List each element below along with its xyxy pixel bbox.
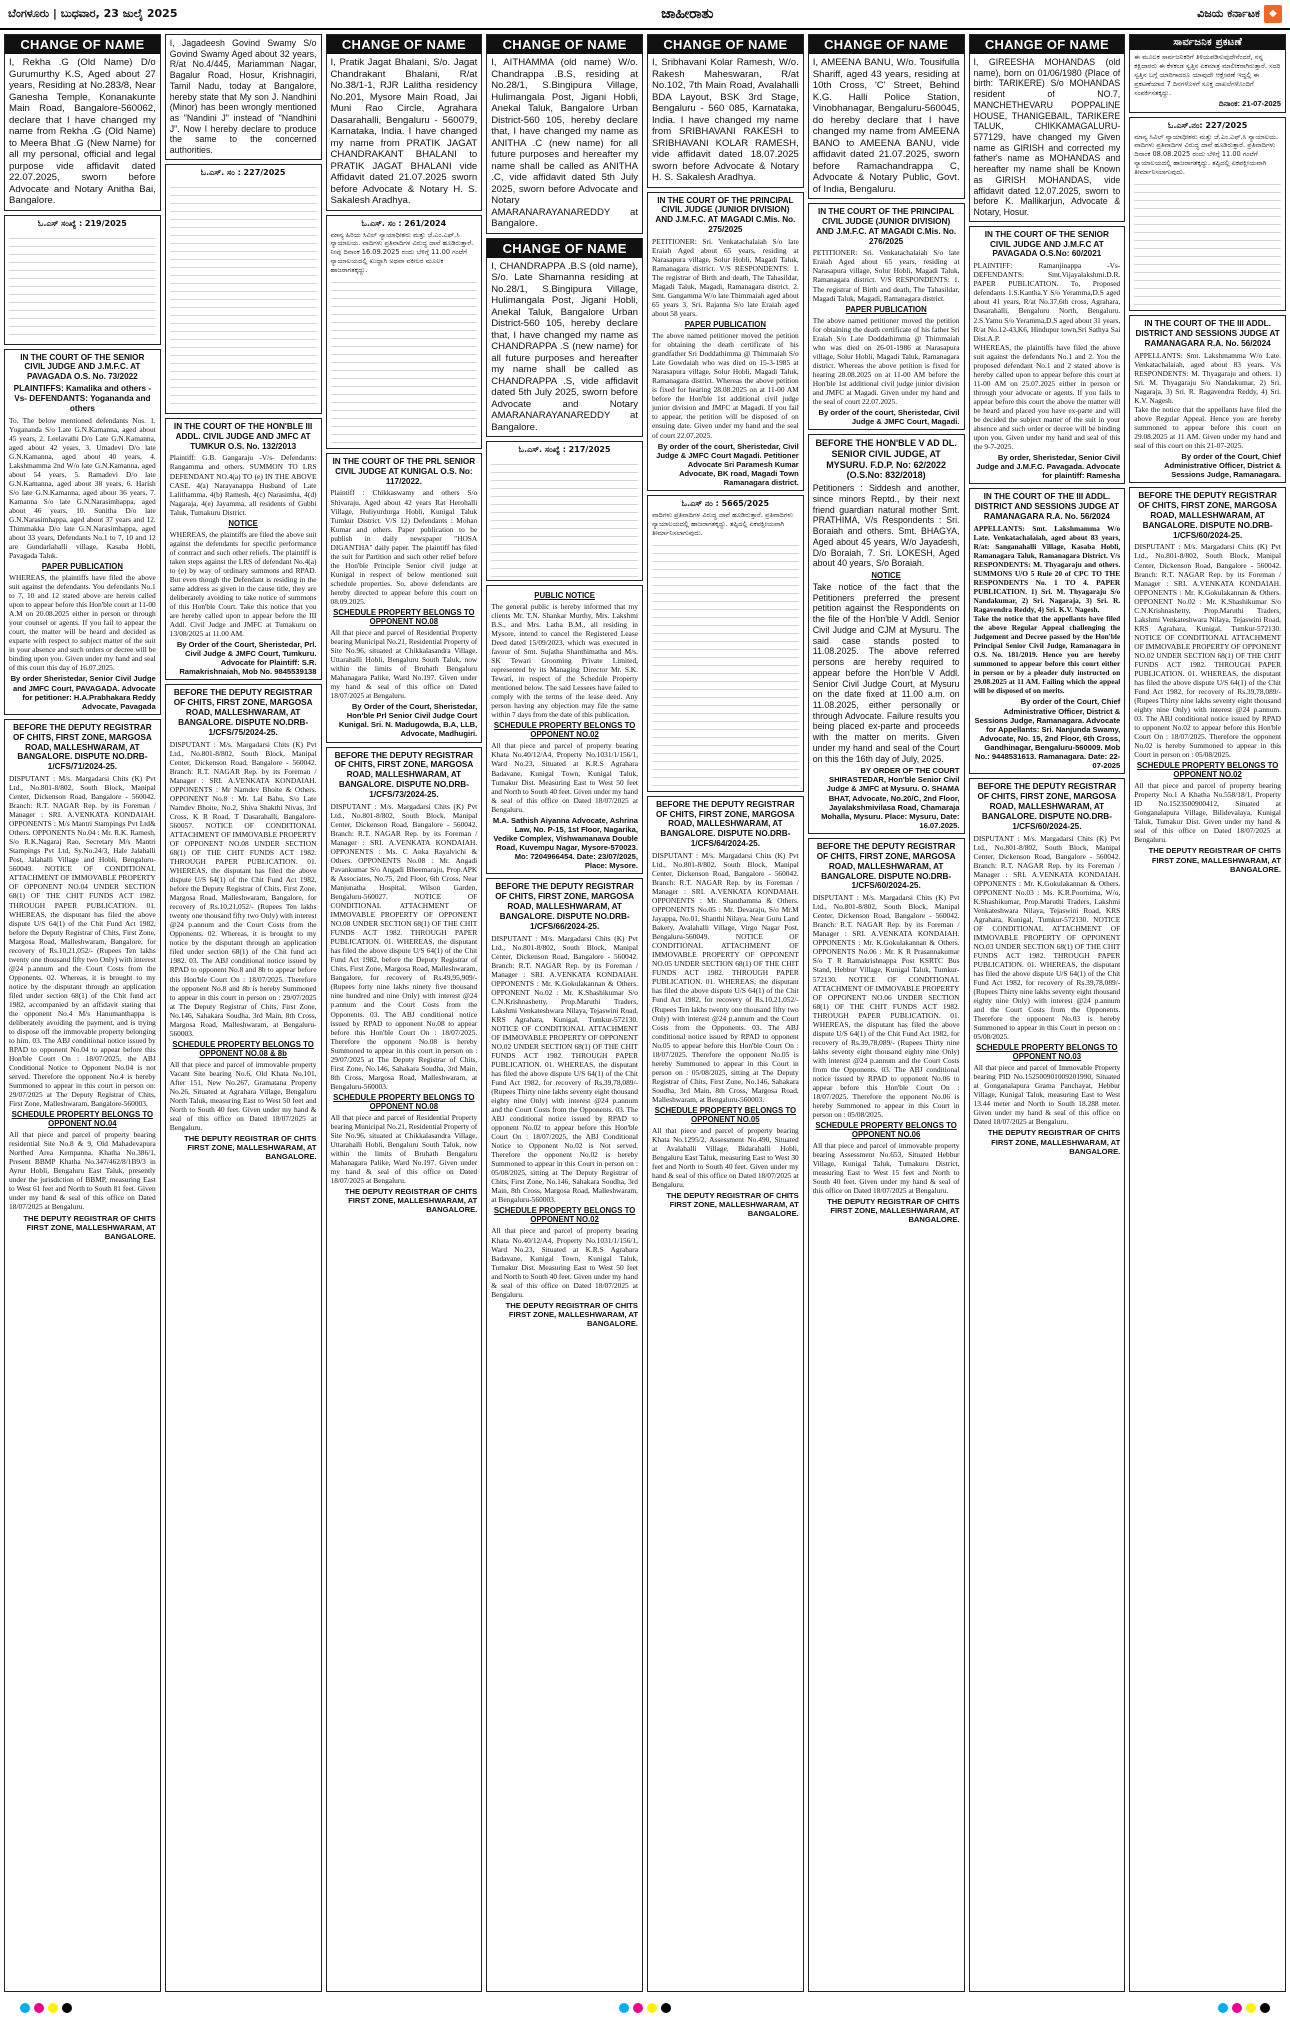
court-text: PETITIONER: Sri. Venkatachalaiah S/o late Eraiah Aged about 65 years, residing at Narasapura village, Solur Hobli, Magadi Taluk, Ramanagara district. V/S RESPONDENTS: 1. The registrar of Birth and death, The Tahasildar, Magadi Taluk, Magadi, Ramanagara district. 2. Smt. Gangamma W/o late Thimmaiah aged about 65 years 3. Sri. Rajanna S/o late Eraiah aged about 58 years. bbox=[652, 236, 799, 319]
kannada-court-notice bbox=[486, 441, 643, 581]
column-6 bbox=[808, 34, 965, 1992]
court-text: PETITIONER: Sri. Venkatachalaiah S/o late Eraiah Aged about 65 years, residing at Narasapura village, Solur Hobli, Magadi Taluk, Ramanagara district. V/S RESPONDENTS: 1. The registrar of Birth and death, The Tahasildar, Magadi Taluk, Magadi, Ramanagara district. bbox=[812, 248, 960, 303]
court-title: IN THE COURT OF THE III ADDL. DISTRICT AND SESSIONS JUDGE AT RAMANAGARA R.A. No. 56/2024 bbox=[1135, 319, 1280, 348]
court-notice bbox=[1129, 315, 1286, 483]
ad-text: I, AITHAMMA (old name) W/o. Chandrappa .B.S, residing at No.28/1, S.Bingipura Village, Hulimangala Post, Jigani Hobli, Anekal Taluk, Bangalore Urban District-560 105, hereby declare that, I have changed my name as ANITHA .C (new name) for all future purposes and hereafter my name shall be called as ANITHA .C, vide affidavit dated 5th July 2025, sworn before Advocate and Notary AMARANARAYANAREDDY at Bangalore. bbox=[491, 57, 638, 229]
black-dot-icon bbox=[62, 2003, 72, 2013]
kannada-text-block bbox=[491, 457, 638, 577]
court-signature: By order of the Court, Chief Administrative Officer, District & Sessions Judge, Ramanagara. Advocate for Appellants: Sri. Nanjunda Swamy, Advocate, No. 15, 2nd Floor, 6th Cross, Gandhinagar, Bengaluru-560009. Mob No.: 9448531613. Ramanagara. Date: 22-07-2025 bbox=[974, 697, 1121, 771]
schedule-text: All that piece and parcel of immovable property bearing Assessment No.653, Situated Hebbur Village, Kunigal Taluk, Tumakuru District, measuring East to West 15 feet and North to South 40 feet. Given under my hand & seal of this office on Dated 18/07/2025 at Bengaluru. bbox=[812, 1141, 960, 1196]
column-5 bbox=[647, 34, 804, 1992]
black-dot-icon bbox=[661, 2003, 671, 2013]
court-notice-text: The above named petitioner moved the petition for obtaining the death certificate of his father Sri Eraiah S/o Late Doddathimma @ Thimmaiah who was died on 26-01-1986 at Narasapura village, Solur Hobli, Magadi Taluk, Ramanagara district. Whereas the above petition is fixed for hearing 28.08.2025 on at 11-00 AM before the Hon'ble 1st additional civil judge junior division and JMFC at Magadi. Given under my hand and the seal of court 22.07.2025. bbox=[812, 315, 960, 406]
court-notice-text: WHEREAS, the plaintiffs have filed the above suit against the defendants No.1 and 2. You the proposed defendant No.1 and 2 stated above is hereby called upon to appear before this court at 11-00 AM on 25.07.2025 either in person or through your advocate or agents. If you fails to appear before this court the above the matter will be heard and placed you have ex-parte and will be decided the subject matter of the suit in your absence and such order or decree will be binding upon you. Given under my hand and seal of this the 9-7-2025. bbox=[973, 342, 1121, 451]
kannada-notice-title: ಓ.ಎಸ್. ಸಂ : 261/2024 bbox=[361, 218, 447, 228]
magenta-dot-icon bbox=[1232, 2003, 1242, 2013]
kannada-notice-title: ಓ.ಎಸ್. ಸಂ : 227/2025 bbox=[200, 167, 286, 177]
schedule-title: SCHEDULE PROPERTY BELONGS TO OPPONENT NO.06 bbox=[815, 1121, 957, 1140]
court-text: Plaintiff: G.B. Gangaraju -V/s- Defendants: Rangamma and others. SUMMON TO LRS DEFENDANT NO.4(a) TO (e) IN THE ABOVE CASE. 4(a) Narayanappa Husband of Late Lalithamma, 4(b) Ramesh, 4(c) Narasimha, 4(d) Nagaraja, 4(e) Jayamma, all residents of Gubbi Taluk, Tumakuru District. bbox=[169, 453, 317, 517]
ad-heading: CHANGE OF NAME bbox=[327, 35, 482, 54]
column-3 bbox=[326, 34, 483, 1992]
public-notice-signature: M.A. Sathish Aiyanna Advocate, Ashrina Law, No. P-15, 1st Floor, Nagarika, Vedike Complex, Vishwamanava Double Road, Kuvempu Nagar, Mysore-570023. Mo: 7204966454. Date: 23/07/2025, Place: Mysore. bbox=[492, 815, 638, 871]
column-7 bbox=[969, 34, 1126, 1992]
chit-text: DISPUTANT : M/s. Margadarsi Chits (K) Pvt Ltd., No.801-8/802, South Block, Manipal Center, Dickenson Road, Bangalore - 560042. Branch: R.T. NAGAR Rep. by its Foreman / Manager : SRI. A.VENKATA KONDAIAH. OPPONENTS : M/s Mantri Stampings Pvt Ltd& Others. OPPONENTS No.04 : Mr. R.K. Ramesh, S/o R.K.Nagaraj Rao, Secretary M/s Mantri Stampings Pvt Ltd, Sy.No.24/3, Hale Jalahalli Post, Jalahalli Village and Hobli, Bengaluru-560049. NOTICE OF CONDITIONAL ATTACHMENT OF IMMOVABLE PROPERTY OF OPPONENT NO.04 UNDER SECTION 68(1) OF THE CHIT FUNDS ACT 1982. THROUGH PAPER PUBLICATION. 01. WHEREAS, the disputant has filed the above dispute U/S 64(1) of the Chit Fund Act 1982, before the Deputy Registrar of Chits, First Zone, Margosa Road, Malleshwaram, Bangalore, for recovery of Rs.10,21,052/- (Rupees Ten lakhs twenty one thousand fifty two Only) with interest @24 p.annum and the Court Costs from the Opponents. 02. Whereas, it is brought to my notice by the disputant through an application filed under section 68(1) of the Chit fund act 1982, accompanied by an affidavit stating that the opponent No.4 M/s Hanumanthappa is deliberately avoiding the payment, and is trying to dispose off the immovable property belonging to him. 03. The ABJ conditional notice issued by RPAD to opponent No.04 to appear before this Hon'ble Court On : 18/07/2025, the ABJ Conditional Notice to Opponent No.04 is not served. Therefore the opponent No.4 is hereby Summoned to appear in this court in person on: 29/07/2025 at The Deputy Registrar of Chits, First Zone, Malleshwaram, Bangalore-560003. bbox=[9, 774, 156, 1109]
schedule-title: SCHEDULE PROPERTY BELONGS TO OPPONENT NO.02 bbox=[493, 721, 636, 740]
kannada-notice-title: ಓ.ಎಸ್. ಸಂಖ್ಯೆ : 217/2025 bbox=[518, 445, 611, 454]
schedule-text: All that piece and parcel of property bearing Khata No.40/12/A4, Property No.1031/1/156/1, Ward No.23, Situated at K.R.S Agrahara Badavane, Kunigal Town, Kunigal Taluk, Tumakur Dist. Measuring East to West 50 feet and North to South 40 feet. Given under my hand & seal of this office on Dated 18/07/2025 at Bengaluru. bbox=[491, 741, 638, 814]
kannada-notice-text: ಮಾನ್ಯ ಹಿರಿಯ ಸಿವಿಲ್ ನ್ಯಾಯಾಧೀಶರು ಮತ್ತು ಜೆ.ಎಂ.ಎಫ್.ಸಿ ನ್ಯಾಯಾಲಯ. ವಾದಿಗಳು ಪ್ರತಿವಾದಿಗಳ ವಿರುದ್ಧ ದಾವೆ ಹೂಡಿರುತ್ತಾರೆ. ನೀವು ದಿನಾಂಕ 16.09.2025 ರಂದು ಬೆಳಿಗ್ಗೆ 11.00 ಗಂಟೆಗೆ ನ್ಯಾಯಾಲಯದಲ್ಲಿ ಖುದ್ದಾಗಿ ಅಥವಾ ವಕೀಲರ ಮೂಲಕ ಹಾಜರಾಗತಕ್ಕದ್ದು. bbox=[330, 230, 474, 275]
kannada-court-notice bbox=[4, 215, 161, 345]
paper-publication-label: PAPER PUBLICATION bbox=[684, 320, 766, 330]
schedule-title: SCHEDULE PROPERTY BELONGS TO OPPONENT NO.08 bbox=[333, 607, 475, 626]
chit-text: DISPUTANT : M/s. Margadarsi Chits (K) Pvt Ltd., No.801-8/802, South Block, Manipal Center, Dickenson Road, Bangalore - 560042. Branch: R.T. NAGAR Rep. by its Foreman / Manager : SRI. A.VENKATA KONDAIAH. OPPONENTS : Mr Namdev Bhoite & Others. OPPONENT No.8 : Mr. Lal Bahu, S/o Late Namdev Bhoite, No.2, Shiva Shakthi Nivas, 3rd Cross, K R Road, T Dasarahalli, Bangalore-560057. NOTICE OF CONDITIONAL ATTACHMENT OF IMMOVABLE PROPERTY OF OPPONENT NO.08 UNDER SECTION 68(1) OF THE CHIT FUNDS ACT 1982. THROUGH PAPER PUBLICATION. 01. WHEREAS, the disputant has filed the above dispute U/S 64(1) of the Chit Fund Act 1982, before the Deputy Registrar of Chits, First Zone, Margosa Road, Malleshwaram, Bangalore, for recovery of Rs.10,21,052/- (Rupees Ten lakhs twenty one thousand fifty two Only) with interest @24 p.annum and the Court Costs from the Opponents. 02. Whereas, it is brought to my notice by the disputant through an application filed under section 68(1) of the Chit fund act 1982. 03. The ABJ conditional notice issued by RPAD to opponent No.8 and 8b to appear before this Hon'ble Court On : 18/07/2025. Therefore the opponent No.8 and 8b is hereby Summoned to appear in this court in person on : 29/07/2025 at The Deputy Registrar of Chits, First Zone, No.146, Sahakara Soudha, 3rd Main, 8th Cross, Margosa Road, Malleshwaram, at Bengaluru-560003. bbox=[169, 739, 317, 1038]
change-of-name-ad bbox=[486, 238, 643, 438]
print-registration-footer bbox=[0, 1996, 1290, 2020]
change-of-name-ad bbox=[326, 34, 483, 211]
chit-signature: THE DEPUTY REGISTRAR OF CHITS FIRST ZONE, MALLESHWARAM, AT BANGALORE. bbox=[184, 1133, 317, 1162]
court-text: PLAINTIFF: Ramanjinappa -Vs- DEFENDANTS: Smt.Vijayalakshmi.D.R. PAPER PUBLICATION. To, Proposed defendants 1.S.Kantha.Y S/o Yeramma,D.S aged about 41 years, R/at No.37,6th cross, Agrahara, Dasarahalli, Bengaluru North, Bengaluru. 2.S.Yamu S/o Yeramma,D.S aged about 31 years, R/at No.12-43,K6, Hindupur town,Sri Sathya Sai Dist.A.P. bbox=[973, 261, 1121, 343]
kannada-notice-date: ದಿನಾಂಕ: 21-07-2025 bbox=[1218, 99, 1281, 109]
chit-signature: THE DEPUTY REGISTRAR OF CHITS FIRST ZONE, MALLESHWARAM, AT BANGALORE. bbox=[23, 1213, 156, 1241]
schedule-title: SCHEDULE PROPERTY BELONGS TO OPPONENT NO.08 bbox=[333, 1092, 475, 1111]
chit-signature: THE DEPUTY REGISTRAR OF CHITS FIRST ZONE, MALLESHWARAM, AT BANGALORE. bbox=[666, 1191, 799, 1219]
court-text: To. The below mentioned defendants Nos. 1. Yogananda S/o Late G.N.Kamanna, aged about 45 years, 2. Leelavathi D/o Late G.N.Kamanna, aged about 42 years, 3. Umadevi D/o late G.N.Kamanna, aged about 40 years, 4. Lakshmamma 2nd W/o late G.N.Kamanna, aged about 54 years, 5. Ramadevi D/o late G.N.Kamanna, aged about 38 years, 6. Harish S/o late G.N.Kamanna, aged about 36 years, 7. Kamanna S/o late G.N.Narasimhappa, aged about 46 years, 10. Sunitha D/o late G.N.Narasimhappa, aged about 37 years and 12. Thimmakka D/o late G.N.Narasimhappa, aged about 33 years, Defendants No.1 to 7, 10 and 12 are Gundarlahalli village, Kasaba Hobli, Pavagada Taluk. bbox=[9, 415, 156, 561]
schedule-text: All that piece and parcel of property bearing residential Site No.8 & 9, Old Mahadevapura Northed Area Kempanna, Khatha No.386/1, Present BBMP Khatha No.347/462/8/1B9/3 in Ayrur Hobli, Bengaluru East Taluk, presently under the jurisdiction of BBMP, measuring East to West 61 feet and North to South 81 feet. Given under my hand & seal of this office on Dated 18/07/2025 at Bengaluru. bbox=[9, 1130, 156, 1212]
chit-dispute-notice bbox=[1129, 487, 1286, 1992]
fdp-court-notice bbox=[808, 434, 965, 834]
kannada-notice-title: ಓ.ಎಸ್ ನಂ : 5665/2025 bbox=[681, 499, 770, 509]
ad-text: I, CHANDRAPPA .B.S (old name), S/o. Late Shamanna residing at No.28/1, S.Bingipura Village, Hulimangala Post, Jigani Hobli, Anekal Taluk, Bangalore Urban District-560 105, hereby declare that, I have changed my name as CHANDRAPPA .S (new name) for all future purposes and hereafter my name shall be called as CHANDRAPPA .S, vide affidavit dated 5th July 2025, sworn before Advocate and Notary AMARANARAYANAREDDY at Bangalore. bbox=[491, 260, 638, 433]
court-title: BEFORE THE HON'BLE V AD DL. SENIOR CIVIL JUDGE, AT MYSURU. F.D.P. No: 62/2022 (O.S.No: 832/2018) bbox=[815, 438, 957, 481]
court-title: IN THE COURT OF THE PRL SENIOR CIVIL JUDGE AT KUNIGAL O.S. No: 117/2022. bbox=[332, 456, 476, 486]
court-signature: By order of the court, Sheristedar, Civil Judge & JMFC Court, Magadi. bbox=[818, 407, 960, 426]
masthead-section: ಜಾಹೀರಾತು bbox=[661, 6, 714, 22]
schedule-title: SCHEDULE PROPERTY BELONGS TO OPPONENT NO.08 & 8b bbox=[172, 1039, 314, 1058]
cyan-dot-icon bbox=[619, 2003, 629, 2013]
court-signature: By Order of the Court, Sheristedar, Hon'ble Prl Senior Civil Judge Court Kunigal. Sri. N. Madugowda, B.A, LLB, Advocate, Madhugiri. bbox=[338, 702, 478, 739]
kannada-court-notice bbox=[1129, 117, 1286, 311]
schedule-title: SCHEDULE PROPERTY BELONGS TO OPPONENT NO.05 bbox=[654, 1105, 797, 1124]
paper-publication-label: PAPER PUBLICATION bbox=[845, 304, 927, 314]
court-signature: By order Sheristedar, Senior Civil Judge and JMFC Court, PAVAGADA. Advocate for petitioner: H.A.Prabhakara Reddy Advocate, Pavagada bbox=[10, 674, 156, 711]
schedule-text: All that piece and parcel of Residential Property bearing Municipal No.21, Residential Property of Site No.96, situated at Chikkalasandra Village, Uttarahalli Hobli, Bengaluru South Taluk, now within the limits of Bruhath Bengaluru Mahanagara Palike, Ward No.197. Given under my hand & seal of this office on Dated 18/07/2025 at Bengaluru. bbox=[330, 627, 478, 701]
schedule-title: SCHEDULE PROPERTY BELONGS TO OPPONENT NO.03 bbox=[976, 1043, 1118, 1062]
kannada-public-notice bbox=[1129, 34, 1286, 113]
court-notice bbox=[647, 192, 804, 492]
schedule-title: SCHEDULE PROPERTY BELONGS TO OPPONENT NO.02 bbox=[493, 1206, 636, 1225]
chit-title: BEFORE THE DEPUTY REGISTRAR OF CHITS, FIRST ZONE, MARGOSA ROAD, MALLESHWARAM, AT BANGALORE. DISPUTE NO.DRB-1/CFS/60/2024-25. bbox=[1138, 491, 1277, 540]
cyan-dot-icon bbox=[20, 2003, 30, 2013]
magenta-dot-icon bbox=[633, 2003, 643, 2013]
chit-dispute-notice bbox=[326, 747, 483, 1992]
masthead-date: ಬೆಂಗಳೂರು | ಬುಧವಾರ, 23 ಜುಲೈ 2025 bbox=[8, 7, 178, 20]
schedule-text: All that piece and parcel of Immovable Property bearing PID No.152500901009201990, Situated at Gonganalapura Grama Panchayat, Hebbur Village, Kunigal Taluk, measuring East to West 13.44 meter and North to South 18.288 meter. Given under my hand & seal of this office on Dated 18/07/2025 at Bengaluru. bbox=[973, 1063, 1121, 1127]
court-notice-text: The above named petitioner moved the petition for obtaining the death certificate of his grandfather Sri Doddathimma @ Thimmaiah S/o Late Gowdaiah who was died on 15-3-1985 at Narasapura village, Solur Hobli, Magadi Taluk, Ramanagara district. Whereas the above petition is fixed for hearing 28.08.2025 on at 11-00 AM before the Hon'ble 1st additional civil judge junior division and JMFC at Magadi. If you fail to appear, the petition will be disposed of on ensuing date. Given under my hand and the seal of court 22.07.2025. bbox=[652, 331, 799, 440]
court-parties: PLAINTIFFS: Kamalika and others -Vs- DEFENDANTS: Yogananda and others bbox=[13, 384, 152, 413]
court-signature: By order, Sheristedar, Senior Civil Judge and J.M.F.C. Pavagada. Advocate for plaintiff: Ramesha bbox=[976, 452, 1121, 481]
name-correction-ad bbox=[165, 34, 322, 160]
chit-text: DISPUTANT : M/s. Margadarsi Chits (K) Pvt Ltd., No.801-8/802, South Block, Manipal Center, Dickenson Road, Bangalore - 560042. Branch: R.T. NAGAR Rep. by its Foreman / Manager : SRI. A.VENKATA KONDAIAH. OPPONENTS : Mr. K.Gokulakannan & Others. OPPONENTS No.06 : Mr. K R Prasannakumar S/o T R Ramakrishnappa Post KSRTC Bus Stand, Hebbur Village, Kunigal Taluk, Tumkur-572130. NOTICE OF CONDITIONAL ATTACHMENT OF IMMOVABLE PROPERTY OF OPPONENT NO.06 UNDER SECTION 68(1) OF THE CHIT FUNDS ACT 1982. THROUGH PAPER PUBLICATION. 01. WHEREAS, the disputant has filed the above dispute U/S 64(1) of the Chit Fund Act 1982, for recovery of Rs.39,78,089/- (Rupees Thirty nine lakhs seventy eight thousand eighty nine Only) with interest @24 p.annum and the Court Costs from the Opponents. 03. The ABJ conditional notice issued by RPAD to opponent No.06 to appear before this Hon'ble Court On : 18/07/2025. Therefore the opponent No.06 is hereby Summoned to appear in this Court in person on : 05/08/2025. bbox=[812, 893, 960, 1119]
schedule-title: SCHEDULE PROPERTY BELONGS TO OPPONENT NO.02 bbox=[1136, 761, 1279, 780]
change-of-name-ad bbox=[4, 34, 161, 211]
ad-heading: ಸಾರ್ವಜನಿಕ ಪ್ರಕಟಣೆ bbox=[1130, 35, 1285, 50]
schedule-text: All that piece and parcel of Residential Property bearing Municipal No.21, Residential Property of Site No.96, situated at Chikkalasandra Village, Uttarahalli Hobli, Bengaluru South Taluk, now within the limits of Bruhath Bengaluru Mahanagara Palike, Ward No.197. Given under my hand & seal of this office on Dated 18/07/2025 at Bengaluru. bbox=[330, 1112, 478, 1186]
change-of-name-ad bbox=[486, 34, 643, 234]
court-title: IN THE COURT OF THE PRINCIPAL CIVIL JUDGE (JUNIOR DIVISION) AND J.M.F.C. AT MAGADI C.Mis. No. 275/2025 bbox=[655, 195, 796, 235]
magenta-dot-icon bbox=[34, 2003, 44, 2013]
ad-text: I, Rekha .G (Old Name) D/o Gurumurthy K.S, Aged about 27 years, Residing at No.283/8, Near Ganesha Temple, Konanakunte Main Road, Bangalore-560062, declare that I have changed my name from Rekha .G (Old Name) to Meera Bhat .G (New Name) for all my personal, official and legal purpose vide affidavit dated 22.07.2025, sworn before Advocate and Notary Anitha Bai, Bangalore. bbox=[9, 57, 156, 206]
court-signature: By Order of the Court, Sheristedar, Prl. Civil Judge & JMFC Court, Tumkuru. Advocate for Plaintiff: S.R. Ramakrishnaiah, Mob No. 9845539138 bbox=[176, 640, 317, 677]
ad-text: I, Sribhavani Kolar Ramesh, W/o. Rakesh Maheswaran, R/at No.102, 7th Main Road, Avalahalli BDA Layout, BSK 3rd Stage, Bengaluru - 560 085, Karnataka, India. I have changed my name from SRIBHAVANI RAKESH to SRIBHAVANI KOLAR RAMESH, vide affidavit dated 18.07.2025 sworn before Advocate & Notary H. S. Sakalesh Aradhya. bbox=[652, 57, 799, 183]
chit-title: BEFORE THE DEPUTY REGISTRAR OF CHITS, FIRST ZONE, MARGOSA ROAD, MALLESHWARAM, AT BANGALORE. DISPUTE NO.DRB-1/CFS/73/2024-25. bbox=[334, 750, 474, 799]
chit-text: DISPUTANT : M/s. Margadarsi Chits (K) Pvt Ltd., No.801-8/802, South Block, Manipal Center, Dickenson Road, Bangalore - 560042. Branch: R.T. NAGAR Rep. by its Foreman / Manager : SRI. A.VENKATA KONDAIAH. OPPONENTS : Mr. K.Gokulakannan & Others. OPPONENT No.03 : Ms. K.R.Poornima, W/o, K.Shashikumar, Prop.Maruthi Traders, Lakshmi Venkateshwara Nilaya, Tejaswini Road, KRS Agrahara, Kunigal, Tumkur-572130. NOTICE OF CONDITIONAL ATTACHMENT OF IMMOVABLE PROPERTY OF OPPONENT NO.03 UNDER SECTION 68(1) OF THE CHIT FUNDS ACT 1982. THROUGH PAPER PUBLICATION. 01. WHEREAS, the disputant has filed the above dispute U/S 64(1) of the Chit Fund Act 1982, for recovery of Rs.39,78,089/- (Rupees Thirty nine lakhs seventy eight thousand eighty nine Only) with interest @24 p.annum and the Court Costs from the Opponents. Therefore the opponent No.03 is hereby Summoned to appear in this Court in person on : 05/08/2025. bbox=[973, 833, 1121, 1042]
court-notice-text: Take notice of the fact that the Petitioners preferred the present petition against the Respondents on the file of the Hon'ble V Addl. Senior Civil Judge and CJM at Mysuru. The said case stands posted to 11.08.2025. The above referred persons are hereby required to appear before the Hon'ble V Addl. Senior Civil Judge Court, at Mysuru on the date fixed at 11.00 a.m. on 11.08.2025, either personally or through Advocate. Failure results you being placed ex-parte and proceeds with the matter on merits. Given under my hand and seal of the Court on this the 16th day of July, 2025. bbox=[812, 582, 960, 764]
court-notice bbox=[165, 418, 322, 681]
kannada-text-block bbox=[1134, 177, 1281, 307]
court-notice bbox=[808, 203, 965, 430]
schedule-text: All that piece and parcel of property bearing Property No.1 A Khatha No.558/18/1, Property ID No.1523500900412, Situated at Gonganalapura Village, Bilidevalaya, Kunigal Taluk, Tumakur Dist. Given under my hand & seal of this office on Dated 18/07/2025 at Bengaluru. bbox=[1134, 781, 1281, 845]
chit-title: BEFORE THE DEPUTY REGISTRAR OF CHITS, FIRST ZONE, MARGOSA ROAD, MALLESHWARAM, AT BANGALORE. DISPUTE NO.DRB-1/CFS/66/2024-25. bbox=[495, 882, 634, 931]
notice-label: NOTICE bbox=[871, 571, 901, 581]
appeal-court-notice bbox=[969, 488, 1126, 774]
masthead-paper-name: ವಿಜಯ ಕರ್ನಾಟಕ bbox=[1197, 7, 1260, 20]
change-of-name-ad bbox=[808, 34, 965, 199]
court-notice-text: Take the notice that the appellants have filed the above Regular Appeal. Hence you are hereby summoned to appear before this court on 29.08.2025 at 11 AM. Given under my hand and seal of this court on this 21-07-2025. bbox=[1134, 404, 1281, 450]
chit-dispute-notice bbox=[808, 838, 965, 1992]
cmyk-marks-right bbox=[1218, 2003, 1270, 2013]
kannada-notice-text: ಈ ಮೂಲಕ ಸಾರ್ವಜನಿಕರಿಗೆ ತಿಳಿಯಪಡಿಸುವುದೇನೆಂದರೆ, ನನ್ನ ಕಕ್ಷಿದಾರರು ಈ ಕೆಳಕಂಡ ಸ್ವತ್ತಿನ ಏಕಮಾತ್ರ ಮಾಲೀಕರಾಗಿರುತ್ತಾರೆ. ಸದರಿ ಸ್ವತ್ತಿನ ಬಗ್ಗೆ ಯಾರಿಗಾದರೂ ಯಾವುದೇ ಆಕ್ಷೇಪಣೆ ಇದ್ದಲ್ಲಿ ಈ ಪ್ರಕಟಣೆಯಾದ 7 ದಿನಗಳೊಳಗೆ ಸೂಕ್ತ ದಾಖಲೆಗಳೊಂದಿಗೆ ಸಂಪರ್ಕಿಸತಕ್ಕದ್ದು. bbox=[1134, 53, 1281, 97]
cmyk-marks-left bbox=[20, 2003, 72, 2013]
kannada-text-block bbox=[331, 275, 478, 445]
paper-logo-icon: ◆ bbox=[1264, 5, 1282, 23]
masthead bbox=[0, 0, 1290, 30]
kannada-notice-text: ವಾದಿಗಳು ಪ್ರತಿವಾದಿಗಳ ವಿರುದ್ಧ ದಾವೆ ಹೂಡಿರುತ್ತಾರೆ. ಪ್ರತಿವಾದಿಗಳು ನ್ಯಾಯಾಲಯದಲ್ಲಿ ಹಾಜರಾಗತಕ್ಕದ್ದು. ತಪ್ಪಿದಲ್ಲಿ ಏಕಪಕ್ಷೀಯವಾಗಿ ತೀರ್ಮಾನಿಸಲಾಗುವುದು. bbox=[652, 511, 794, 537]
yellow-dot-icon bbox=[647, 2003, 657, 2013]
chit-dispute-notice bbox=[165, 684, 322, 1992]
schedule-text: All that piece and parcel of immovable property Vacant Site bearing No.6, Old Khata No.101, After 151, New No.267, Gramatana Property No.26, Situated at Agrahara Village, Bengaluru North Taluk, measuring East to West 50 feet and North to South 40 feet. Given under my hand & seal of this office on Dated 18/07/2025 at Bengaluru. bbox=[169, 1059, 317, 1132]
chit-title: BEFORE THE DEPUTY REGISTRAR OF CHITS, FIRST ZONE, MARGOSA ROAD, MALLESHWARAM, AT BANGALORE. DISPUTE NO.DRB-1/CFS/71/2024-25. bbox=[13, 722, 152, 772]
public-notice-title: PUBLIC NOTICE bbox=[534, 591, 595, 600]
chit-title: BEFORE THE DEPUTY REGISTRAR OF CHITS, FIRST ZONE, MARGOSA ROAD, MALLESHWARAM, AT BANGALORE. DISPUTE NO.DRB-1/CFS/60/2024-25. bbox=[816, 842, 956, 891]
schedule-title: SCHEDULE PROPERTY BELONGS TO OPPONENT NO.04 bbox=[11, 1110, 154, 1129]
court-text: APPELLANTS: Smt. Lakshmamma W/o Late. Venkatachalaiah, aged about 83 years. V/s RESPONDENTS: M. Thyagaraju and others. 1) Sri. M. Thyagaraju S/o Nandakumar, 2) Sri. Nagaraja, 3) Sri. R. Ragavendra Reddy, 4) Sri. K.V. Nagesh. bbox=[1134, 350, 1281, 405]
court-notice bbox=[326, 453, 483, 743]
chit-dispute-notice bbox=[486, 878, 643, 1992]
chit-title: BEFORE THE DEPUTY REGISTRAR OF CHITS, FIRST ZONE, MARGOSA ROAD, MALLESHWARAM, AT BANGALORE. DISPUTE NO.DRB-1/CFS/64/2024-25. bbox=[656, 799, 795, 849]
kannada-notice-text: ಮಾನ್ಯ ಸಿವಿಲ್ ನ್ಯಾಯಾಧೀಶರು ಮತ್ತು ಜೆ.ಎಂ.ಎಫ್.ಸಿ ನ್ಯಾಯಾಲಯ. ವಾದಿಗಳು ಪ್ರತಿವಾದಿಗಳ ವಿರುದ್ಧ ದಾವೆ ಹೂಡಿರುತ್ತಾರೆ. ಪ್ರತಿವಾದಿಗಳು ದಿನಾಂಕ 08.08.2025 ರಂದು ಬೆಳಿಗ್ಗೆ 11.00 ಗಂಟೆಗೆ ನ್ಯಾಯಾಲಯದಲ್ಲಿ ಹಾಜರಾಗತಕ್ಕದ್ದು. ತಪ್ಪಿದಲ್ಲಿ ಏಕಪಕ್ಷೀಯವಾಗಿ ತೀರ್ಮಾನಿಸಲಾಗುವುದು. bbox=[1134, 132, 1279, 177]
court-notice-text: WHEREAS, the plaintiffs are filed the above suit against the defendants for specific performance of contract and such other reliefs. The plaintiff is taken steps against the LRS of defendant No.4(a) to (e) by way of ordinary summons and RPAD. But even though the Defendant is residing in the same address as given in the cause title, they are deliberately avoiding to take notice of summons of this Hon'ble Court. Take this notice that you are hereby called upon to appear before the III Addl. Civil Judge and JMFC at Tumakuru on 13/08/2025 at 11.00 AM. bbox=[169, 529, 317, 638]
court-notice bbox=[4, 349, 161, 715]
chit-signature: THE DEPUTY REGISTRAR OF CHITS FIRST ZONE, MALLESHWARAM, AT BANGALORE. bbox=[987, 1128, 1121, 1156]
chit-text: DISPUTANT : M/s. Margadarsi Chits (K) Pvt Ltd., No.801-8/802, South Block, Manipal Center, Dickenson Road, Bangalore - 560042. Branch: R.T. NAGAR Rep. by its Foreman / Manager : SRI. A.VENKATA KONDAIAH. OPPONENTS : Mr. K.Gokulakannan & Others. OPPONENT No.02 : Mr. K.Shashikumar S/o C.N.Krishnashetty, Prop.Maruthi Traders, Lakshmi Venkateshwara Nilaya, Tejaswini Road, KRS Agrahara, Kunigal, Tumkur-572130. NOTICE OF CONDITIONAL ATTACHMENT OF IMMOVABLE PROPERTY OF OPPONENT NO.02 UNDER SECTION 68(1) OF THE CHIT FUNDS ACT 1982. THROUGH PAPER PUBLICATION. 01. WHEREAS, the disputant has filed the above dispute U/S 64(1) of the Chit Fund Act 1982, for recovery of Rs.39,78,089/- (Rupees Thirty nine lakhs seventy eight thousand eighty nine Only) with interest @24 p.annum and the Court Costs from the Opponents. 03. The ABJ conditional notice issued by RPAD to opponent No.02 to appear before this Hon'ble Court On : 18/07/2025, the ABJ Conditional Notice to Opponent No.02 is Not served. Therefore the opponent No.02 is hereby Summoned to appear in this Court in person on : 05/08/2025, sitting at The Deputy Registrar of Chits, First Zone, No.146, Sahakara Soudha, 3rd Main, 8th Cross, Margosa Road, Malleshwaram, at Bengaluru-560003. bbox=[491, 933, 638, 1205]
cyan-dot-icon bbox=[1218, 2003, 1228, 2013]
column-2 bbox=[165, 34, 322, 1992]
kannada-text-block bbox=[9, 231, 156, 341]
masthead-paper bbox=[1197, 5, 1282, 23]
kannada-text-block bbox=[652, 538, 799, 788]
court-text: APPELLANTS: Smt. Lakshmamma W/o Late. Venkatachalaiah, aged about 83 years, R/at: Sanganahalli Village, Kasaba Hobli, Ramanagara Taluk, Ramanagara District. V/s RESPONDENTS: M. Thyagaraju and others. SUMMONS U/O 5 Rule 20 of CPC TO THE RESPONDENTS No. 1 TO 4. PAPER PUBLICATION. 1) Sri. M. Thyagaraju S/o Nandakumar, 2) Sri. Nagaraja, 3) Sri. R. Ragavendra Reddy, 4) Sri. K.V. Nagesh. bbox=[973, 523, 1121, 615]
ad-heading: CHANGE OF NAME bbox=[809, 35, 964, 54]
court-title: IN THE COURT OF THE III ADDL. DISTRICT AND SESSIONS JUDGE AT RAMANAGARA R.A. No. 56/2024 bbox=[974, 492, 1120, 521]
court-notice-text: WHEREAS, the plaintiffs have filed the above suit against the defendants. You defendants No.1 to 7, 10 and 12 stated above are herein called upon to appear before this Hon'ble court at 11-00 A.M on 20.08.2025 either in person or through your counsel or agents. If you fail to appear the court, the matter will be heard and decided as exparte with respect to subject matter of the suit in your absence and such orders or decree will be binding upon you. Given under my hand and seal of this court this day of 16.07.2025. bbox=[9, 573, 156, 673]
column-1 bbox=[4, 34, 161, 1992]
chit-signature: THE DEPUTY REGISTRAR OF CHITS FIRST ZONE, MALLESHWARAM, AT BANGALORE. bbox=[1148, 846, 1281, 874]
black-dot-icon bbox=[1260, 2003, 1270, 2013]
chit-text: DISPUTANT : M/s. Margadarsi Chits (K) Pvt Ltd., No.801-8/802, South Block, Manipal Center, Dickenson Road, Bangalore - 560042. Branch: R.T. NAGAR Rep. by its Foreman / Manager : SRI. A.VENKATA KONDAIAH. OPPONENTS : Ms. C Anka Rayalvichi & Others. OPPONENTS No.08 : Mr. Angadi Pavankumar S/o Angadi Bheemaraju, Prop.APK & Associates, No.75, 2nd Floor, 6th Cross, Near Manjunatha Hospital, Wilson Garden, Bengaluru-560027. NOTICE OF CONDITIONAL ATTACHMENT OF IMMOVABLE PROPERTY OF OPPONENT NO.08 UNDER SECTION 68(1) OF THE CHIT FUNDS ACT 1982. THROUGH PAPER PUBLICATION. 01. WHEREAS, the disputant has filed the above dispute U/S 64(1) of the Chit Fund Act 1982, before the Deputy Registrar of Chits, First Zone, Margosa Road, Malleshwaram, Bangalore, for recovery of Rs.49,95,909/- (Rupees forty nine lakhs ninety five thousand nine hundred and nine Only) with interest @24 p.annum and the Court Costs from the Opponents. 03. The ABJ conditional notice issued by RPAD to opponent No.08 to appear before this Hon'ble Court On : 18/07/2025. Therefore the opponent No.08 is hereby Summoned to appear in this court in person on : 29/07/2025 at The Deputy Registrar of Chits, First Zone, No.146, Sahakara Soudha, 3rd Main, 8th Cross, Margosa Road, Malleshwaram, at Bengaluru-560003. bbox=[330, 801, 478, 1091]
public-notice-text: The general public is hereby informed that my clients Mr. T.N. Shankar Murthy, Mrs. Lakshmi B.S., and Mrs. Latha B.M., all residing in Mysore, intend to cancel the Registered Lease Deed dated 15/09/2023, which was executed in favour of Smt. Sujatha Shanthimatha and M/s. SK Tewari Grooming Private Limited, represented by its Managing Director Mr. S.K. Tewari, in respect of the Schedule Property mentioned below. The said Lessees have failed to comply with the terms of the lease deed. Any person having any objection may file the same within 7 days from the date of this publication. bbox=[491, 602, 638, 720]
chit-dispute-notice bbox=[4, 719, 161, 1992]
court-title: IN THE COURT OF THE PRINCIPAL CIVIL JUDGE (JUNIOR DIVISION) AND J.M.F.C. AT MAGADI C.Mis. No. 276/2025 bbox=[816, 207, 957, 246]
ad-heading: CHANGE OF NAME bbox=[487, 35, 642, 54]
kannada-notice-title: ಓ.ಎಸ್ ಸಂಖ್ಯೆ : 219/2025 bbox=[37, 218, 127, 228]
schedule-text: All that piece and parcel of property bearing Khata No.1295/2, Assessment No.490, Situated at Avalahalli Village, Bidarahalli Hobli, Bengaluru East Taluk, measuring East to West 30 feet and North to South 40 feet. Given under my hand & seal of this office on Dated 18/07/2025 at Bengaluru. bbox=[652, 1125, 799, 1190]
court-title: IN THE COURT OF THE SENIOR CIVIL JUDGE AND J.M.F.C. AT PAVAGADA O.S. No. 73/2022 bbox=[20, 352, 145, 382]
chit-title: BEFORE THE DEPUTY REGISTRAR OF CHITS, FIRST ZONE, MARGOSA ROAD, MALLESHWARAM, AT BANGALORE. DISPUTE NO.DRB-1/CFS/60/2024-25. bbox=[977, 782, 1117, 831]
paper-publication-label: PAPER PUBLICATION bbox=[41, 562, 123, 572]
chit-signature: THE DEPUTY REGISTRAR OF CHITS FIRST ZONE, MALLESHWARAM, AT BANGALORE. bbox=[505, 1300, 638, 1328]
kannada-court-notice bbox=[326, 215, 483, 449]
change-of-name-ad bbox=[969, 34, 1126, 222]
kannada-court-notice bbox=[647, 495, 804, 792]
ad-text: I, GIREESHA MOHANDAS (old name), born on 01/06/1980 (Place of birth: TARIKERE) S/o MOHANDAS resident of NO.7, MANCHETHEVARU POPPALINE HOUSE, THANIGEBAIL, TARIKERE TALUK, CHIKKAMAGALURU-577129, have changed my Given name as GIRISH and corrected my father's name as MOHANDAS and hereafter my name shall be Known as GIRISH MOHANDAS, vide affidavit dated 12.07.2025, sworn to before K. Mallikarjun, Advocate & Notary, Hosur. bbox=[973, 57, 1121, 218]
chit-title: BEFORE THE DEPUTY REGISTRAR OF CHITS, FIRST ZONE, MARGOSA ROAD, MALLESHWARAM, AT BANGALORE. DISPUTE NO.DRB-1/CFS/75/2024-25. bbox=[173, 688, 313, 737]
yellow-dot-icon bbox=[48, 2003, 58, 2013]
cmyk-marks-center bbox=[619, 2003, 671, 2013]
classifieds-page bbox=[4, 34, 1286, 1992]
ad-heading: CHANGE OF NAME bbox=[970, 35, 1125, 54]
public-notice-ad bbox=[486, 585, 643, 874]
court-notice bbox=[969, 226, 1126, 485]
notice-label: NOTICE bbox=[228, 518, 258, 528]
court-signature: By order of the court, Sheristedar, Civil Judge & JMFC Court Magadi. Petitioner Advocate Sri Paramesh Kumar Advocate, BK road, Magadi Town Ramanagara district. bbox=[656, 441, 799, 487]
chit-text: DISPUTANT : M/s. Margadarsi Chits (K) Pvt Ltd., No.801-8/802, South Block, Manipal Center, Dickenson Road, Bangalore - 560042. Branch: R.T. NAGAR Rep. by its Foreman / Manager : SRI. A.VENKATA KONDAIAH. OPPONENTS : Mr. Shanthamma & Others. OPPONENTS No.05 : Mr. Devaraju, S/o Mr.M Jayappa, No.01, Shanthi Nilaya, Near Guru Land Bakery, Avalahalli Village, Virgo Nagar Post, Bengaluru-560049. NOTICE OF CONDITIONAL ATTACHMENT OF IMMOVABLE PROPERTY OF OPPONENT NO.05 UNDER SECTION 68(1) OF THE CHIT FUNDS ACT 1982. THROUGH PAPER PUBLICATION. 01. WHEREAS, the disputant has filed the above dispute U/S 64(1) of the Chit Fund Act 1982, for recovery of Rs.10,21,052/- (Rupees Ten lakhs twenty one thousand fifty two Only) with interest @24 p.annum and the Court Costs from the Opponents. 03. The ABJ conditional notice issued by RPAD to opponent No.05 to appear before this Hon'ble Court On : 18/07/2025. Therefore the opponent No.05 is hereby Summoned to appear in this Court in person on : 05/08/2025, sitting at The Deputy Registrar of Chits, First Zone, No.146, Sahakara Soudha, 3rd Main, 8th Cross, Margosa Road, Malleshwaram, at Bengaluru-560003. bbox=[652, 850, 799, 1104]
court-signature: By order of the Court, Chief Administrative Officer, District & Sessions Judge, Ramanagara. bbox=[1164, 451, 1281, 480]
ad-heading: CHANGE OF NAME bbox=[5, 35, 160, 54]
ad-heading: CHANGE OF NAME bbox=[648, 35, 803, 54]
column-4 bbox=[486, 34, 643, 1992]
chit-dispute-notice bbox=[969, 778, 1126, 1992]
schedule-text: All that piece and parcel of property bearing Khata No.40/12/A4, Property No.1031/1/156/1, Ward No.23, Situated at K.R.S Agrahara Badavane, Kunigal Town, Kunigal Taluk, Tumakur Dist. Measuring East to West 50 feet and North to South 40 feet. Given under my hand & seal of this office on Dated 18/07/2025 at Bengaluru. bbox=[491, 1226, 638, 1299]
court-signature: BY ORDER OF THE COURT SHIRASTEDAR, Hon'ble Senior Civil Judge & JMFC at Mysuru. O. SHAMA BHAT, Advocate, No.20/C, 2nd Floor, Jayalakshmivilasa Road, Chamaraja Mohalla, Mysuru. Place: Mysuru, Date: 16.07.2025. bbox=[821, 766, 960, 830]
chit-signature: THE DEPUTY REGISTRAR OF CHITS FIRST ZONE, MALLESHWARAM, AT BANGALORE. bbox=[344, 1187, 478, 1215]
chit-signature: THE DEPUTY REGISTRAR OF CHITS FIRST ZONE, MALLESHWARAM, AT BANGALORE. bbox=[827, 1197, 960, 1225]
ad-text: I, Pratik Jagat Bhalani, S/o. Jagat Chandrakant Bhalani, R/at No.38/1-1, RJR Lalitha residency No.201, Mysore Main Road, Jai Muni Rao Circle, Agrahara Dasarahalli, Bengaluru - 560079, Karnataka, India. I have changed my name from PRATIK JAGAT CHANDRAKANT BHALANI to PRATIK JAGAT BHALANI vide Affidavit dated 21.07.2025 sworn before Advocate & Notary H. S. Sakalesh Aradhya. bbox=[330, 57, 478, 206]
column-8 bbox=[1129, 34, 1286, 1992]
change-of-name-ad bbox=[647, 34, 804, 188]
ad-heading: CHANGE OF NAME bbox=[487, 239, 642, 258]
court-title: IN THE COURT OF THE SENIOR CIVIL JUDGE AND J.M.F.C AT PAVAGADA O.S.No: 60/2021 bbox=[984, 229, 1109, 259]
ad-text: I, Jagadeesh Govind Swamy S/o Govind Swamy Aged about 32 years, R/at No.4/445, Mariamman Nagar, Bagalur Road, Hosur, Krishnagiri, Tamil Nadu, today at Bangalore, hereby state that My son J. Nandhini (Minor) has been wrongly mentioned as "Nandini J" instead of "Nandhini J". Now I hereby declare to produce the same to the concerned authorities. bbox=[169, 38, 317, 156]
court-text: Petitioners : Siddesh and another, since minors Reptd., by their next friend guardian natural mother Smt. PRATHIMA, V/s Respondents : Sri. Boraiah and others. Smt. BHAGYA, Aged about 45 years, W/o Jayadesh, D/o Boraiah, 7. Sri. LOKESH, Aged about 40 years, S/o Boraiah. bbox=[812, 483, 960, 569]
kannada-notice-title: ಓ.ಎಸ್.ನಂ: 227/2025 bbox=[1167, 120, 1248, 130]
yellow-dot-icon bbox=[1246, 2003, 1256, 2013]
kannada-text-block bbox=[170, 180, 317, 410]
ad-text: I, AMEENA BANU, W/o. Tousifulla Shariff, aged 43 years, residing at 10th Cross, 'C' Street, Behind K.G. Halli Police Station, Vinobhanagar, Bengaluru-560045, do hereby declare that I have changed my name from AMEENA BANO to AMEENA BANU, vide affidavit dated 21.07.2025, sworn before Ramachandrappa C, Advocate & Notary Public, Govt. of India, Bengaluru. bbox=[812, 57, 960, 195]
kannada-court-notice bbox=[165, 164, 322, 414]
court-text: Plaintiff : Chikkaswamy and others S/o Shivaraju, Aged about 42 years Rat Herohalli Village, Huliyurdurga Hobli, Kunigal Taluk Tumkur District. V/S 12) Defendants : Mohan Kumar and others. Paper publication to be publish in daily newspaper "HOSA DIGANTHA" daily paper. The plaintiff has filed the suit for Partition and such other relief before the Hon'ble Principle Senior civil judge at Kunigal in respect of below mentioned suit schedule properties. So, above defendants are hereby directed to appear before this court on 08.09.2025. bbox=[330, 488, 478, 606]
court-notice-text: Take the notice that the appellants have filed the above Regular Appeal challenging the Judgement and Decree passed by the Hon'ble Principal Senior Civil Judge, Ramanagara in O.S. No. 181/2019. Hence you are hereby summoned to appear before this court either in person or by a pleader duly instructed on 29.08.2025 at 11 AM. Failing which the appeal will be disposed of on merits. bbox=[973, 614, 1121, 696]
chit-dispute-notice bbox=[647, 796, 804, 1992]
chit-text: DISPUTANT : M/s. Margadarsi Chits (K) Pvt Ltd., No.801-8/802, South Block, Manipal Center, Dickenson Road, Bangalore - 560042. Branch: R.T. NAGAR Rep. by its Foreman / Manager : SRI. A.VENKATA KONDAIAH. OPPONENTS : Mr. K.Gokulakannan & Others. OPPONENT No.02 : Mr. K.Shashikumar S/o C.N.Krishnashetty, Prop.Maruthi Traders, Lakshmi Venkateshwara Nilaya, Tejaswini Road, KRS Agrahara, Kunigal, Tumkur-572130. NOTICE OF CONDITIONAL ATTACHMENT OF IMMOVABLE PROPERTY OF OPPONENT NO.02 UNDER SECTION 68(1) OF THE CHIT FUNDS ACT 1982. THROUGH PAPER PUBLICATION. 01. WHEREAS, the disputant has filed the above dispute U/S 64(1) of the Chit Fund Act 1982, for recovery of Rs.39,78,089/- (Rupees Thirty nine lakhs seventy eight thousand eighty nine Only) with interest @24 p.annum. 03. The ABJ conditional notice issued by RPAD to opponent No.02 to appear before this Hon'ble Court On : 18/07/2025. Therefore the opponent No.02 is hereby Summoned to appear in this Court in person on : 05/08/2025. bbox=[1134, 542, 1281, 760]
court-title: IN THE COURT OF THE HON'BLE III ADDL. CIVIL JUDGE AND JMFC AT TUMKUR O.S. No. 132/2013 bbox=[173, 421, 313, 451]
